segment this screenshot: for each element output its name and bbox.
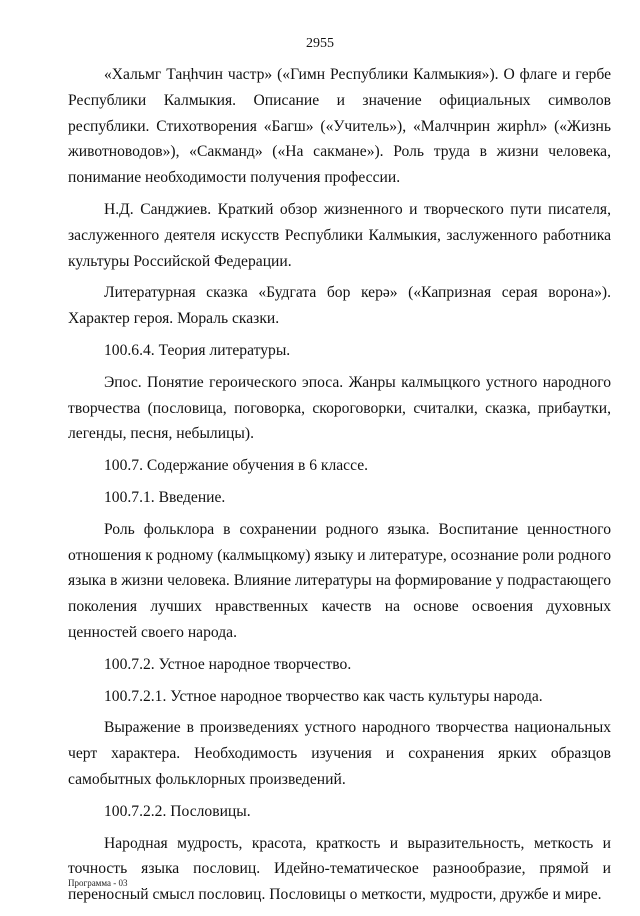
paragraph-sandzhiev: Н.Д. Санджиев. Краткий обзор жизненного и творческого пути писателя, заслуженного деятеля искусств Республики Калмыкия, заслуженного работника культуры Российской Федерации.	[68, 200, 611, 270]
section-heading-oral-art: 100.7.2. Устное народное творчество.	[104, 655, 352, 673]
paragraph-epos: Эпос. Понятие героического эпоса. Жанры калмыцкого устного народного творчества (пословица, поговорка, скороговорки, считалки, сказка, прибаутки, легенды, песня, небылицы).	[68, 373, 611, 443]
paragraph-fairy-tale: Литературная сказка «Будгата бор керә» («Капризная серая ворона»). Характер героя. Мораль сказки.	[68, 284, 611, 328]
paragraph-folklore-role: Роль фольклора в сохранении родного языка. Воспитание ценностного отношения к родному (калмыцкому) языку и литературе, осознание роли родного языка в жизни человека. Влияние литературы на формирование у подрастающего поколения лучших нравственных качеств на основе освоения духовных ценностей своего народа.	[68, 520, 611, 641]
document-body	[68, 62, 611, 908]
section-heading-proverbs: 100.7.2.2. Пословицы.	[104, 802, 251, 820]
paragraph-anthem-symbols: «Хальмг Таңһчин частр» («Гимн Республики Калмыкия»). О флаге и гербе Республики Калмыкия. Описание и значение официальных символов республики. Стихотворения «Багш» («Учитель»), «Малчнрин жирһл» («Жизнь животноводов»), «Сакманд» («На сакмане»). Роль труда в жизни человека, понимание необходимости получения профессии.	[68, 66, 611, 187]
section-heading-grade6: 100.7. Содержание обучения в 6 классе.	[104, 457, 369, 475]
section-heading-oral-culture: 100.7.2.1. Устное народное творчество как часть культуры народа.	[104, 687, 543, 705]
footer-label: Программа - 03	[68, 878, 128, 888]
page-number: 2955	[306, 36, 334, 51]
paragraph-proverbs: Народная мудрость, красота, краткость и выразительность, меткость и точность языка пословиц. Идейно-тематическое разнообразие, прямой и переносный смысл пословиц. Пословицы о меткости, мудрости, дружбе и мире.	[68, 834, 611, 904]
section-heading-intro: 100.7.1. Введение.	[104, 488, 226, 506]
paragraph-national-traits: Выражение в произведениях устного народного творчества национальных черт характера. Необходимость изучения и сохранения ярких образцов самобытных фольклорных произведений.	[68, 719, 611, 788]
section-heading-theory: 100.6.4. Теория литературы.	[104, 341, 291, 359]
